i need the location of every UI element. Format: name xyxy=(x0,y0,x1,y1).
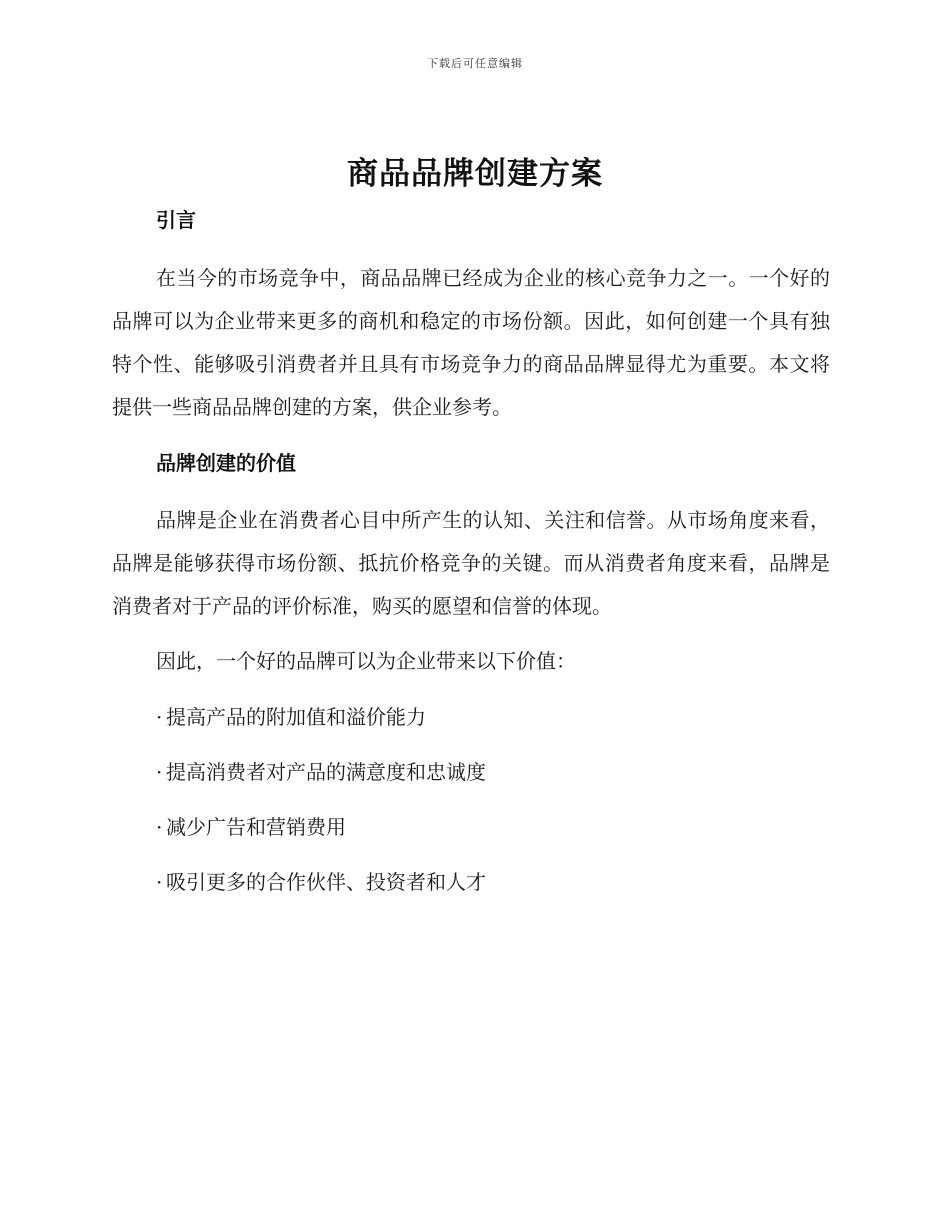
list-item-text: 减少广告和营销费用 xyxy=(166,815,346,839)
list-item xyxy=(112,811,830,843)
list-item xyxy=(112,756,830,788)
bullet-dot-icon: · xyxy=(156,705,163,729)
brand-value-lead-paragraph: 因此，一个好的品牌可以为企业带来以下价值： xyxy=(156,649,576,673)
bullet-dot-icon: · xyxy=(156,760,163,784)
list-item-text: 提高产品的附加值和溢价能力 xyxy=(166,705,426,729)
list-item-text: 吸引更多的合作伙伴、投资者和人才 xyxy=(166,870,486,894)
section-heading-intro: 引言 xyxy=(156,208,196,232)
document-body xyxy=(112,204,830,898)
document-title: 商品品牌创建方案 xyxy=(347,156,603,192)
list-item-text: 提高消费者对产品的满意度和忠诚度 xyxy=(166,760,486,784)
brand-value-list xyxy=(112,701,830,898)
header-note: 下载后可任意编辑 xyxy=(427,57,523,70)
list-item xyxy=(112,701,830,733)
bullet-dot-icon: · xyxy=(156,870,163,894)
bullet-dot-icon: · xyxy=(156,815,163,839)
brand-value-paragraph: 品牌是企业在消费者心目中所产生的认知、关注和信誉。从市场角度来看，品牌是能够获得市场份额、抵抗价格竞争的关键。而从消费者角度来看，品牌是消费者对于产品的评价标准，购买的愿望和信誉的体现。 xyxy=(112,508,830,618)
intro-paragraph: 在当今的市场竞争中，商品品牌已经成为企业的核心竞争力之一。一个好的品牌可以为企业带来更多的商机和稳定的市场份额。因此，如何创建一个具有独特个性、能够吸引消费者并且具有市场竞争力的商品品牌显得尤为重要。本文将提供一些商品品牌创建的方案，供企业参考。 xyxy=(112,266,830,419)
list-item xyxy=(112,866,830,898)
section-heading-brand-value: 品牌创建的价值 xyxy=(156,451,296,475)
